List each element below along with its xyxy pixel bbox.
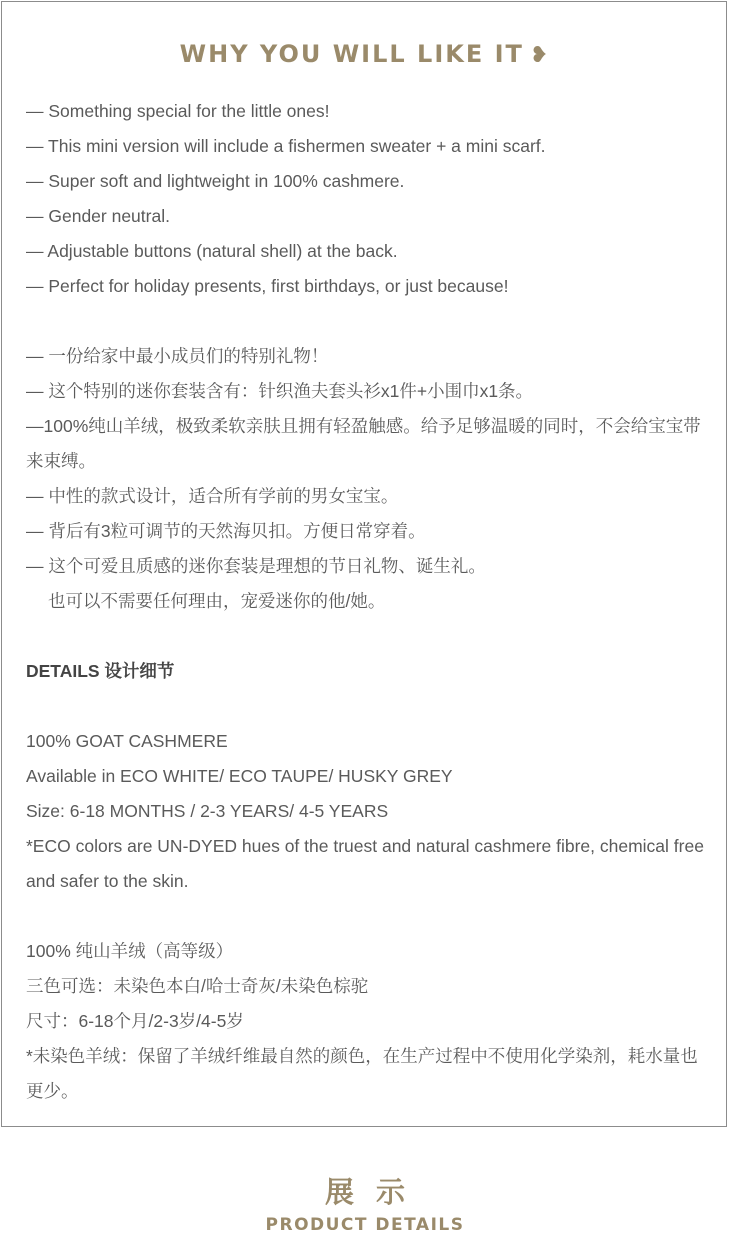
size-en: Size: 6-18 MONTHS / 2-3 YEARS/ 4-5 YEARS <box>26 801 389 821</box>
feature-cn-5: — 背后有3粒可调节的天然海贝扣。方便日常穿着。 <box>26 521 426 541</box>
eco-note-cn: *未染色羊绒：保留了羊绒纤维最自然的颜色，在生产过程中不使用化学染剂，耗水量也更少。 <box>26 1046 698 1101</box>
footer-title-en: PRODUCT DETAILS <box>265 1215 465 1235</box>
section-title-text: WHY YOU WILL LIKE IT <box>179 40 524 68</box>
section-title <box>0 40 730 68</box>
heart-icon: ❥ <box>529 43 551 68</box>
colors-cn: 三色可选：未染色本白/哈士奇灰/未染色棕驼 <box>26 976 369 996</box>
feature-en-4: — Gender neutral. <box>26 206 170 226</box>
colors-en: Available in ECO WHITE/ ECO TAUPE/ HUSKY GREY <box>26 766 453 786</box>
feature-en-6: — Perfect for holiday presents, first birthdays, or just because! <box>26 276 509 296</box>
feature-en-2: — This mini version will include a fishermen sweater + a mini scarf. <box>26 136 546 156</box>
feature-cn-4: — 中性的款式设计，适合所有学前的男女宝宝。 <box>26 486 399 506</box>
eco-note-en: *ECO colors are UN-DYED hues of the truest and natural cashmere fibre, chemical free and safer to the skin. <box>26 836 704 891</box>
feature-cn-1: — 一份给家中最小成员们的特别礼物！ <box>26 346 329 366</box>
feature-cn-3: —100%纯山羊绒，极致柔软亲肤且拥有轻盈触感。给予足够温暖的同时，不会给宝宝带来束缚。 <box>26 416 701 471</box>
feature-cn-7: 也可以不需要任何理由，宠爱迷你的他/她。 <box>48 591 386 611</box>
feature-en-1: — Something special for the little ones! <box>26 101 330 121</box>
feature-en-3: — Super soft and lightweight in 100% cashmere. <box>26 171 405 191</box>
feature-cn-2: — 这个特别的迷你套装含有：针织渔夫套头衫x1件+小围巾x1条。 <box>26 381 534 401</box>
size-cn: 尺寸：6-18个月/2-3岁/4-5岁 <box>26 1011 244 1031</box>
material-cn: 100% 纯山羊绒（高等级） <box>26 941 234 961</box>
product-description <box>26 94 710 1109</box>
footer-title-cn: 展示 <box>324 1175 427 1209</box>
details-heading: DETAILS 设计细节 <box>26 661 175 681</box>
material-en: 100% GOAT CASHMERE <box>26 731 228 751</box>
feature-en-5: — Adjustable buttons (natural shell) at the back. <box>26 241 398 261</box>
feature-cn-6: — 这个可爱且质感的迷你套装是理想的节日礼物、诞生礼。 <box>26 556 486 576</box>
